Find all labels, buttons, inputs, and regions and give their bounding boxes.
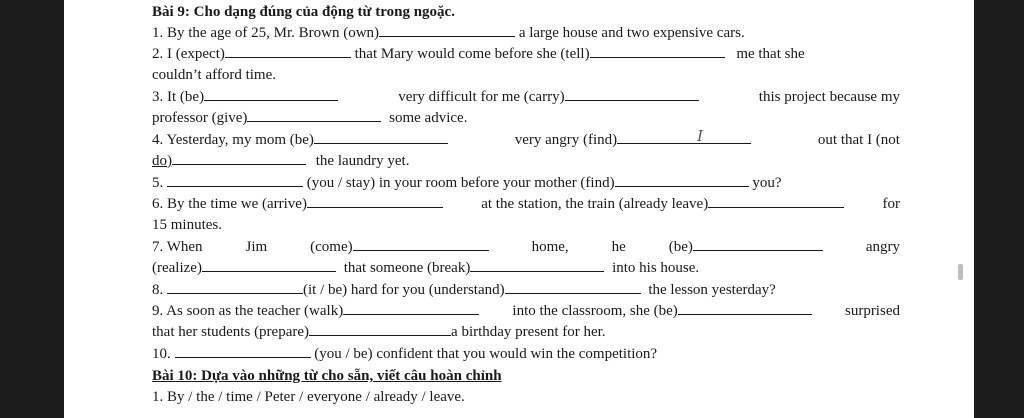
answer-blank[interactable] (617, 127, 751, 145)
question-5: 5. (you / stay) in your room before your mother (find) you? (152, 175, 782, 191)
exercise-10-question-1: 1. By / the / time / Peter / everyone / already / leave. (152, 389, 465, 405)
question-2-cont: couldn’t afford time. (152, 67, 276, 83)
answer-blank[interactable] (353, 237, 489, 251)
exercise-10-title: Bài 10: Dựa vào những từ cho sẵn, viết câu hoàn chỉnh (152, 368, 502, 384)
question-7: 7. When Jim (come) home, he (be) angry (152, 239, 900, 255)
answer-blank[interactable] (204, 87, 338, 101)
answer-blank[interactable] (309, 322, 451, 336)
exercise-9-title: Bài 9: Cho dạng đúng của động từ trong ngoặc. (152, 4, 455, 20)
answer-blank[interactable] (693, 237, 823, 251)
question-3-cont: professor (give) some advice. (152, 110, 468, 126)
question-10: 10. (you / be) confident that you would win the competition? (152, 346, 658, 362)
question-8: 8. (it / be) hard for you (understand) the lesson yesterday? (152, 282, 776, 298)
question-9: 9. As soon as the teacher (walk) into the classroom, she (be) surprised (152, 303, 900, 319)
answer-blank[interactable] (590, 44, 725, 58)
question-9-cont: that her students (prepare) a birthday present for her. (152, 324, 606, 340)
answer-blank[interactable] (615, 173, 749, 187)
answer-blank[interactable] (307, 194, 443, 208)
question-7-cont: (realize) that someone (break) into his house. (152, 260, 700, 276)
answer-blank[interactable] (247, 108, 381, 122)
question-4: 4. Yesterday, my mom (be) very angry (find) I out that I (not (152, 127, 900, 148)
scroll-indicator[interactable] (958, 264, 963, 280)
right-dark-margin (974, 0, 1024, 418)
question-3: 3. It (be) very difficult for me (carry) this project because my (152, 89, 900, 105)
question-4-cont: do) the laundry yet. (152, 153, 410, 169)
question-6: 6. By the time we (arrive) at the station, the train (already leave) for (152, 196, 900, 212)
answer-blank[interactable] (678, 301, 812, 315)
answer-blank[interactable] (565, 87, 699, 101)
answer-blank[interactable] (172, 151, 306, 165)
answer-blank[interactable] (314, 130, 448, 144)
text-cursor: I (697, 127, 704, 145)
answer-blank[interactable] (167, 280, 303, 294)
answer-blank[interactable] (202, 258, 336, 272)
answer-blank[interactable] (470, 258, 604, 272)
answer-blank[interactable] (225, 44, 351, 58)
answer-blank[interactable] (167, 173, 303, 187)
question-1: 1. By the age of 25, Mr. Brown (own) a large house and two expensive cars. (152, 25, 745, 41)
answer-blank[interactable] (175, 344, 311, 358)
answer-blank[interactable] (708, 194, 844, 208)
question-2: 2. I (expect) that Mary would come before she (tell) me that she (152, 46, 805, 62)
answer-blank[interactable] (343, 301, 479, 315)
answer-blank[interactable] (379, 23, 515, 37)
question-6-cont: 15 minutes. (152, 217, 222, 233)
left-dark-margin (0, 0, 64, 418)
answer-blank[interactable] (505, 280, 641, 294)
